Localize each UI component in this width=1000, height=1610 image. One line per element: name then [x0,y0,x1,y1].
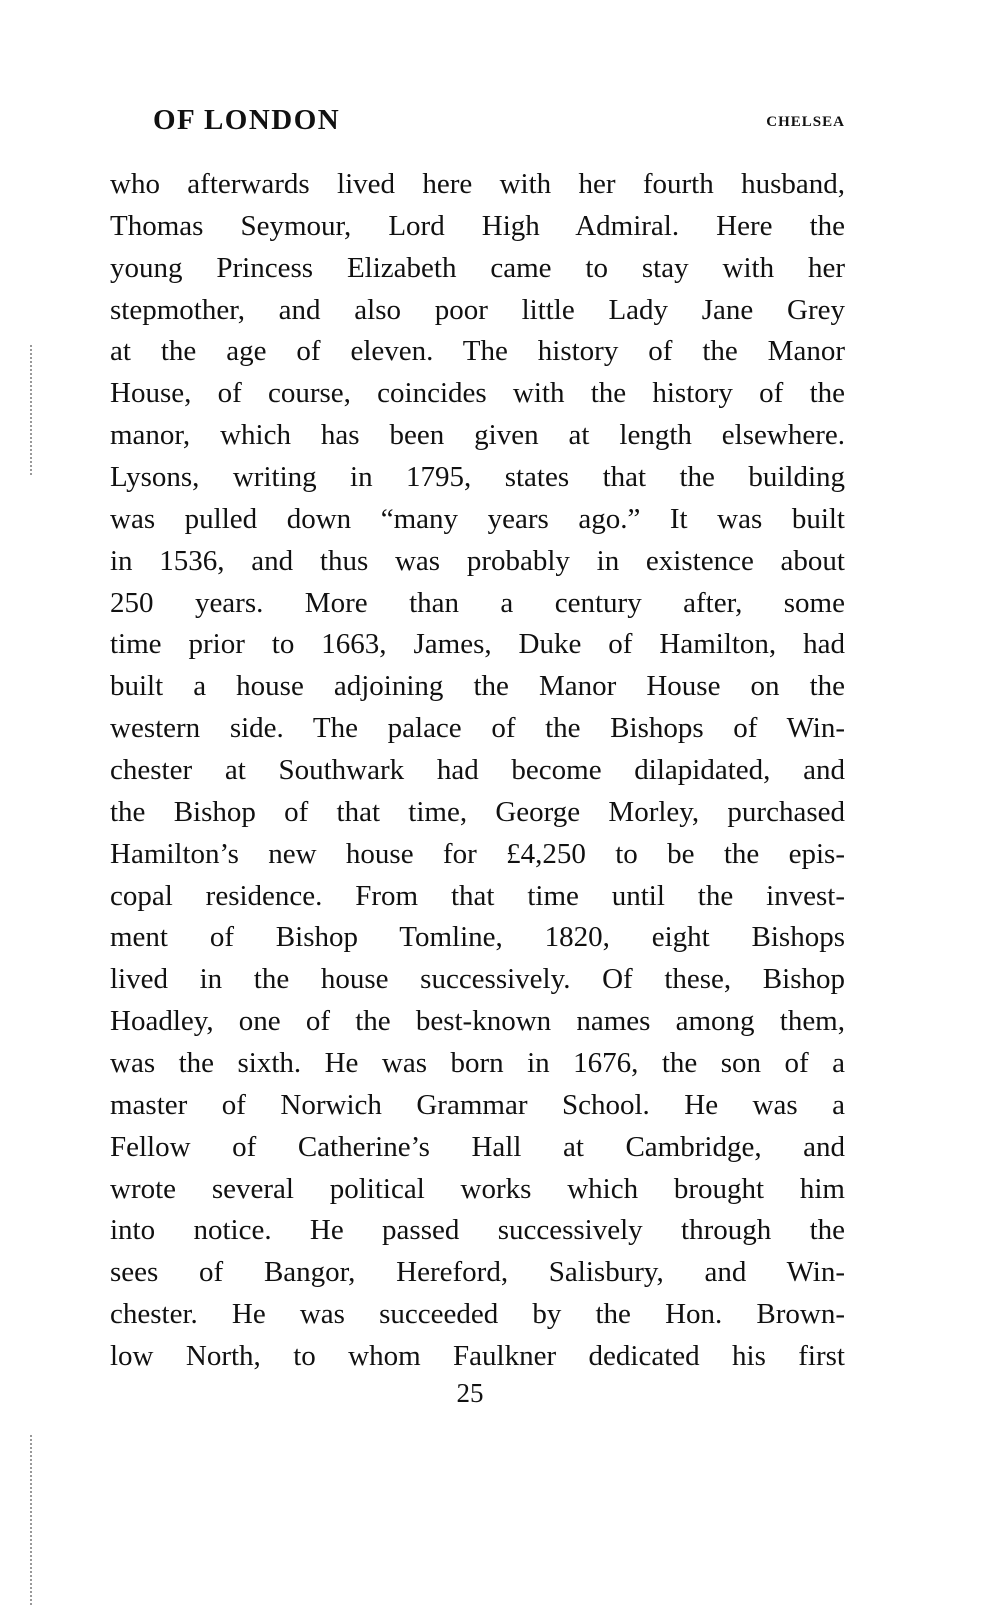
text-line: master of Norwich Grammar School. He was a [110,1088,845,1121]
running-header-title: OF LONDON [153,104,341,136]
text-line: 250 years. More than a century after, some [110,586,845,619]
text-line: built a house adjoining the Manor House on the [110,670,845,703]
scan-margin-marks [30,345,35,475]
text-line: Thomas Seymour, Lord High Admiral. Here the [110,209,845,242]
text-line: manor, which has been given at length elsewhere. [110,419,845,452]
page-number: 25 [456,1378,484,1408]
text-line: Fellow of Catherine’s Hall at Cambridge, and [110,1130,845,1163]
body-text [110,164,845,1378]
text-line: the Bishop of that time, George Morley, purchased [110,795,845,828]
text-line: lived in the house successively. Of these, Bishop [110,963,845,996]
text-line: chester at Southwark had become dilapidated, and [110,754,845,787]
text-line: wrote several political works which brought him [110,1172,845,1205]
text-line: was the sixth. He was born in 1676, the son of a [110,1047,845,1080]
text-line: in 1536, and thus was probably in existence about [110,544,845,577]
text-line: chester. He was succeeded by the Hon. Brown- [110,1298,845,1331]
text-line: at the age of eleven. The history of the Manor [110,335,845,368]
text-line: Hoadley, one of the best-known names among them, [110,1005,845,1038]
text-line: Hamilton’s new house for £4,250 to be the epis- [110,837,845,870]
text-line: ment of Bishop Tomline, 1820, eight Bishops [110,921,845,954]
text-line: stepmother, and also poor little Lady Jane Grey [110,293,845,326]
scan-margin-marks [30,1435,35,1605]
text-line: House, of course, coincides with the history of the [110,377,845,410]
text-line: western side. The palace of the Bishops of Win- [110,712,845,745]
text-line: young Princess Elizabeth came to stay with her [110,251,845,284]
text-line: low North, to whom Faulkner dedicated his first [110,1340,845,1373]
text-line: was pulled down “many years ago.” It was built [110,502,845,535]
text-line: time prior to 1663, James, Duke of Hamilton, had [110,628,845,661]
text-line: sees of Bangor, Hereford, Salisbury, and Win- [110,1256,845,1289]
text-line: into notice. He passed successively through the [110,1214,845,1247]
text-line: copal residence. From that time until the invest- [110,879,845,912]
running-header-section: CHELSEA [766,114,845,130]
text-line: who afterwards lived here with her fourth husband, [110,168,845,200]
text-line: Lysons, writing in 1795, states that the building [110,461,845,494]
